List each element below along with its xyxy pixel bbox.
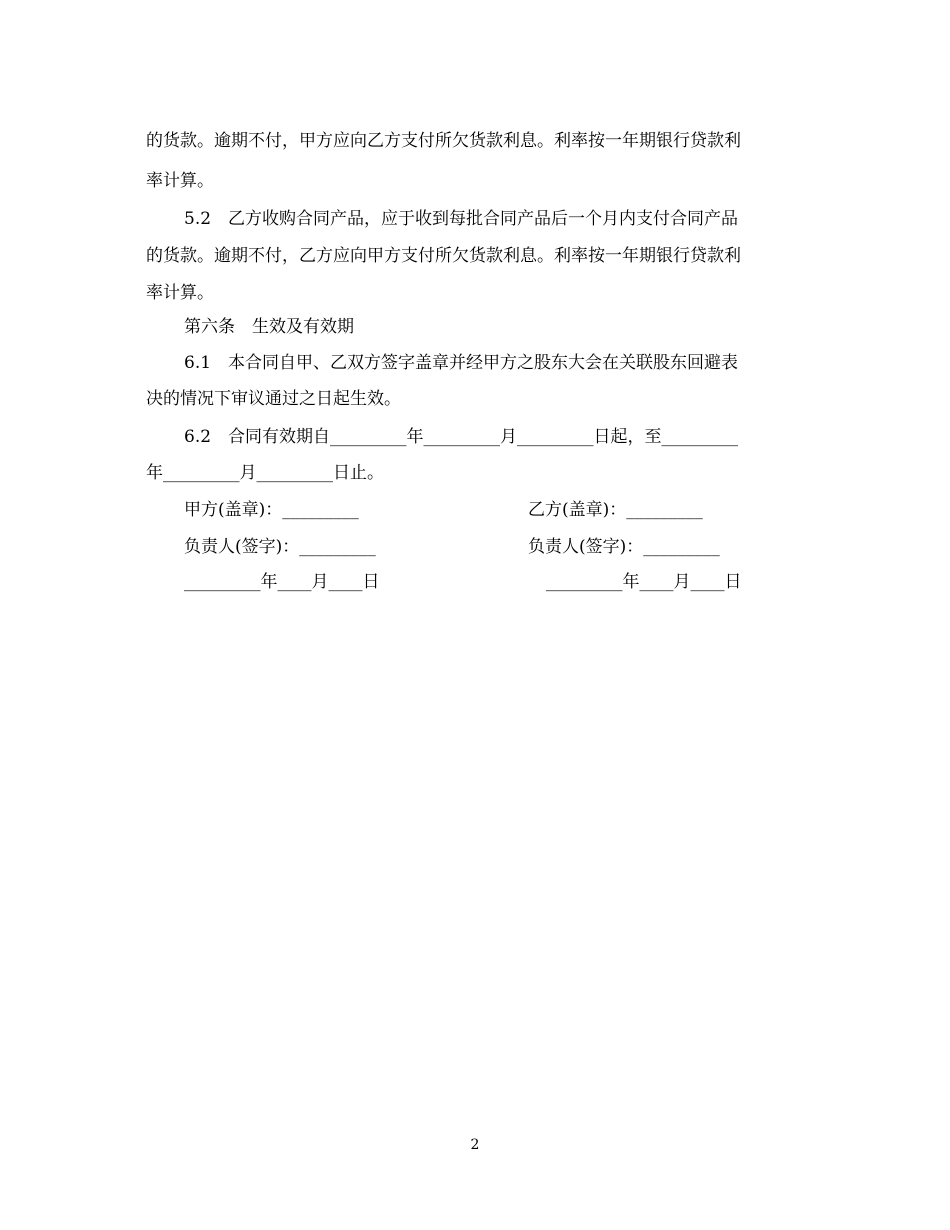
page-number: 2 [470, 1137, 480, 1153]
paragraph-line: 率计算。 [146, 171, 214, 191]
paragraph-line: 的货款。逾期不付，乙方应向甲方支付所欠货款利息。利率按一年期银行贷款利 [146, 246, 741, 266]
paragraph-line: 年_________月_________日止。 [146, 463, 384, 483]
party-a-date-field: _________年____月____日 [184, 572, 380, 592]
paragraph-line: 决的情况下审议通过之日起生效。 [146, 389, 401, 409]
clause-6-2-line: 6.2 合同有效期自_________年_________月_________日起，至_________ [184, 427, 739, 447]
party-a-signer-field: 负责人(签字)：_________ [184, 537, 376, 557]
party-b-signer-field: 负责人(签字)：_________ [528, 537, 720, 557]
paragraph-line: 率计算。 [146, 283, 214, 303]
party-b-seal-field: 乙方(盖章)：_________ [528, 500, 703, 520]
paragraph-line: 的货款。逾期不付，甲方应向乙方支付所欠货款利息。利率按一年期银行贷款利 [146, 131, 741, 151]
clause-5-2-line: 5.2 乙方收购合同产品，应于收到每批合同产品后一个月内支付合同产品 [184, 209, 739, 229]
article-6-heading: 第六条 生效及有效期 [184, 317, 354, 337]
clause-6-1-line: 6.1 本合同自甲、乙双方签字盖章并经甲方之股东大会在关联股东回避表 [184, 353, 739, 373]
party-a-seal-field: 甲方(盖章)：_________ [184, 500, 359, 520]
party-b-date-field: _________年____月____日 [546, 572, 742, 592]
